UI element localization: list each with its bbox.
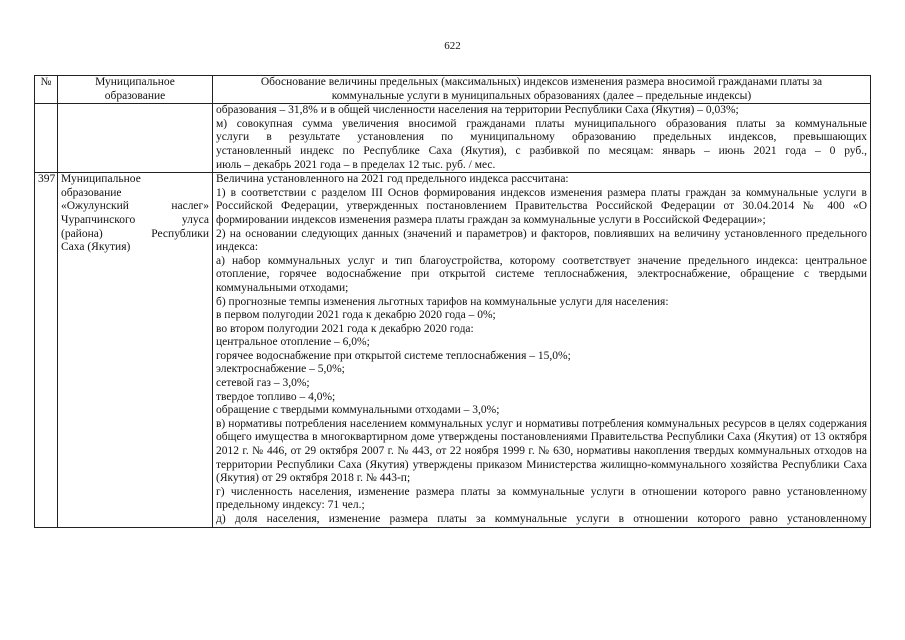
municipality-line-4: Чурапчинского улуса (61, 213, 209, 226)
paragraph: электроснабжение – 5,0%; (216, 363, 345, 376)
paragraph: сетевой газ – 3,0%; (216, 377, 310, 390)
paragraph: б) прогнозные темпы изменения льготных тарифов на коммунальные услуги для населения: (216, 295, 669, 308)
continuation-line-2: м) совокупная сумма увеличения вносимой гражданами платы муниципального образования платы за коммунальные (216, 117, 867, 130)
paragraph: обращение с твердыми коммунальными отходами – 3,0%; (216, 404, 500, 417)
continuation-municipality-cell (58, 104, 213, 173)
header-municipality-line2: образование (104, 89, 166, 102)
paragraph: а) набор коммунальных услуг и тип благоустройства, которому соответствует значение предельного индекса: центральное отопление, горячее водоснабжение при открытой системе теплоснабжения, электроснабжение, обращение с твердыми коммунальными отходами; (216, 254, 867, 294)
paragraph: в первом полугодии 2021 года к декабрю 2020 года – 0%; (216, 309, 496, 322)
table-row-397 (35, 173, 871, 527)
continuation-line-5: июль – декабрь 2021 года – в пределах 12 тыс. руб. / мес. (216, 158, 496, 171)
paragraph: в) нормативы потребления населением коммунальных услуг и нормативы потребления коммунальных ресурсов в целях содержания общего имущества в многоквартирном доме утверждены постановлениями Правительства Республики Саха (Якутия) от 13 октября 2012 г. № 446, от 29 октября 2007 г. № 443, от 22 ноября 1999 г. № 630, нормативы накопления твердых коммунальных отходов на территории Республики Саха (Якутия) утверждены приказом Министерства жилищно-коммунального хозяйства Республики Саха (Якутия) от 29 октября 2018 г. № 443-п; (216, 417, 867, 485)
page-number: 622 (444, 40, 461, 52)
paragraph: твердое топливо – 4,0%; (216, 390, 336, 403)
continuation-row (35, 104, 871, 173)
paragraph: горячее водоснабжение при открытой системе теплоснабжения – 15,0%; (216, 349, 571, 362)
basis-text-cell (213, 173, 871, 527)
paragraph: во втором полугодии 2021 года к декабрю 2020 года: (216, 322, 474, 335)
municipality-line-3: «Ожулунский наслег» (61, 200, 209, 213)
paragraph: г) численность населения, изменение размера платы за коммунальные услуги в отношении которого равно установленному предельному индексу: 71 чел.; (216, 485, 867, 512)
paragraph: Величина установленного на 2021 год предельного индекса рассчитана: (216, 173, 569, 186)
municipality-cell (58, 173, 213, 527)
indices-table (34, 75, 871, 528)
header-municipality-line1: Муниципальное (95, 76, 175, 88)
header-basis (213, 76, 871, 104)
paragraph: 2) на основании следующих данных (значений и параметров) и факторов, повлиявших на величину установленного предельного индекса: (216, 227, 867, 254)
header-municipality (58, 76, 213, 104)
continuation-line-1: образования – 31,8% и в общей численности населения на территории Республики Саха (Якутия) – 0,03%; (216, 104, 739, 117)
paragraph: 1) в соответствии с разделом III Основ формирования индексов изменения размера платы граждан за коммунальные услуги в Российской Федерации, утвержденных постановлением Правительства Российской Федерации от 30.04.2014 № 400 «О формировании индексов изменения размера платы граждан за коммунальные услуги в Российской Федерации»; (216, 186, 867, 226)
header-basis-line2: коммунальные услуги в муниципальных образованиях (далее – предельные индексы) (331, 89, 752, 102)
municipality-line-5: (района) Республики (61, 227, 209, 240)
row-number: 397 (35, 173, 58, 527)
continuation-line-3: услуги в результате установления по муниципальному образованию предельных индексов, превышающих (216, 131, 867, 144)
header-number: № (35, 76, 58, 104)
municipality-line-2: образование (61, 186, 122, 199)
municipality-line-1: Муниципальное (61, 173, 141, 186)
paragraph: д) доля населения, изменение размера платы за коммунальные услуги в отношении которого равно установленному (216, 513, 867, 525)
paragraph: центральное отопление – 6,0%; (216, 336, 370, 349)
table-header-row (35, 76, 871, 104)
header-basis-line1: Обоснование величины предельных (максимальных) индексов изменения размера вносимой гражданами платы за (260, 76, 823, 88)
continuation-line-4: установленный индекс по Республике Саха (Якутия), с разбивкой по месяцам: январь – июнь 2021 года – 0 руб., (216, 144, 867, 157)
continuation-number-cell (35, 104, 58, 173)
municipality-line-6: Саха (Якутия) (61, 241, 131, 254)
continuation-text-cell (213, 104, 871, 173)
